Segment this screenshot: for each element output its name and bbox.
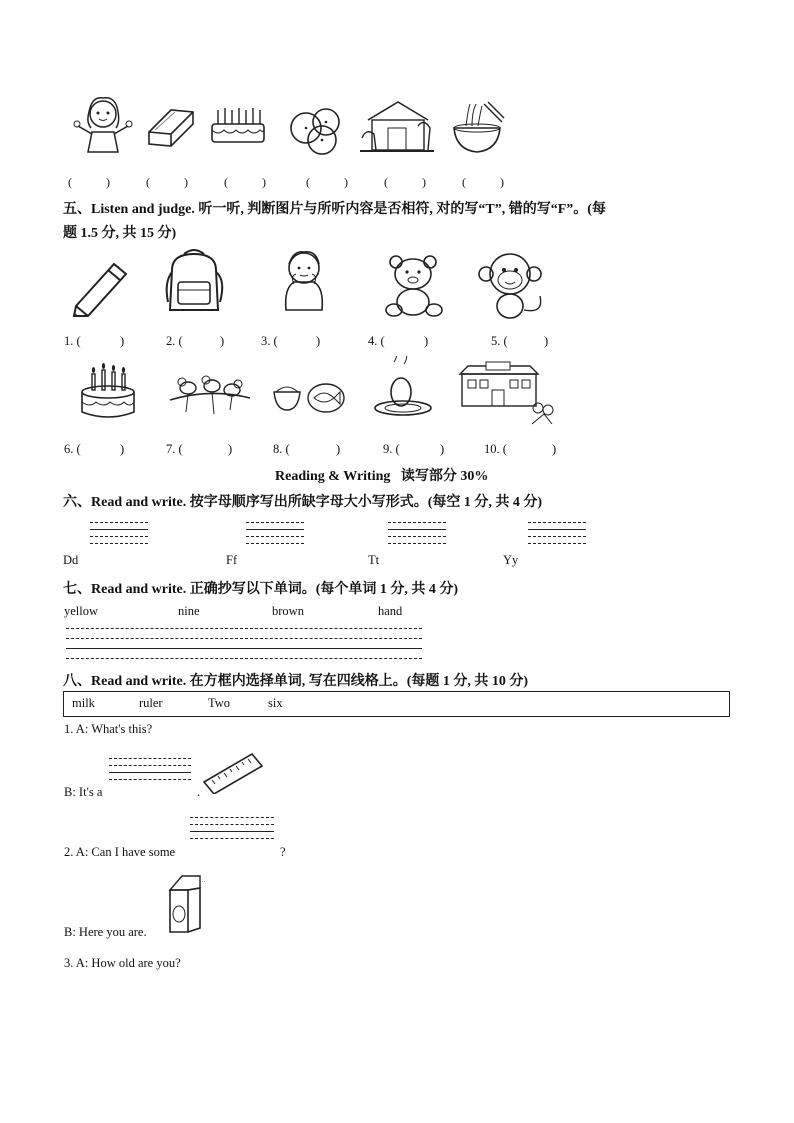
reading-writing-title: Reading & Writing 读写部分 30% [275, 469, 489, 484]
birds-picture [166, 360, 254, 420]
teddy-bear-picture [380, 252, 448, 320]
four-line-grid[interactable] [190, 817, 274, 845]
question-3a: 3. A: How old are you? [64, 956, 181, 970]
ruler-picture [202, 752, 264, 794]
four-line-grid[interactable] [388, 522, 446, 550]
paren-open: ( [306, 175, 310, 189]
answer-close: ) [120, 442, 125, 456]
answer-close: ) [220, 334, 225, 348]
section5-heading-line2: 题 1.5 分, 共 15 分) [63, 226, 177, 241]
question-1a: 1. A: What's this? [64, 722, 153, 736]
word-nine: nine [178, 604, 200, 618]
backpack-picture [160, 248, 230, 318]
zoo-picture [358, 98, 436, 156]
word-brown: brown [272, 604, 304, 618]
birthday-cake-picture [76, 362, 140, 424]
word-box [63, 691, 730, 717]
paren-close: ) [106, 175, 110, 189]
four-line-grid[interactable] [90, 522, 148, 550]
letter-ff: Ff [226, 553, 238, 567]
letter-dd: Dd [63, 553, 79, 567]
box-word-six: six [268, 696, 283, 710]
box-word-ruler: ruler [139, 696, 163, 710]
paren-close: ) [422, 175, 426, 189]
section8-heading: 八、Read and write. 在方框内选择单词, 写在四线格上。(每题 1 分, 共 10 分) [63, 674, 529, 689]
noodles-picture [448, 100, 506, 158]
paren-open: ( [224, 175, 228, 189]
monkey-picture [468, 248, 552, 322]
paren-open: ( [384, 175, 388, 189]
paren-close: ) [184, 175, 188, 189]
answer-close: ) [336, 442, 341, 456]
letter-yy: Yy [503, 553, 519, 567]
boy-picture [276, 246, 332, 318]
answer-close: ) [424, 334, 429, 348]
answer-label-8: 8. ( [273, 442, 290, 456]
cake-picture [208, 100, 268, 148]
four-line-grid[interactable] [528, 522, 586, 550]
answer-label-3: 3. ( [261, 334, 278, 348]
answer-close: ) [552, 442, 557, 456]
paren-open: ( [146, 175, 150, 189]
answer-label-1: 1. ( [64, 334, 81, 348]
answer-label-7: 7. ( [166, 442, 183, 456]
section5-heading-line1: 五、Listen and judge. 听一听, 判断图片与所听内容是否相符, 对的写“T”, 错的写“F”。(每 [63, 202, 606, 217]
paren-close: ) [262, 175, 266, 189]
svg-text:..: .. [202, 878, 205, 884]
rice-and-fish-picture [272, 372, 346, 418]
letter-tt: Tt [368, 553, 380, 567]
answer-close: ) [440, 442, 445, 456]
question-2a-end: ? [280, 845, 286, 859]
milk-carton-picture [162, 872, 210, 936]
answer-label-2: 2. ( [166, 334, 183, 348]
egg-picture [370, 356, 436, 418]
girl-picture [72, 92, 134, 160]
answer-label-9: 9. ( [383, 442, 400, 456]
word-hand: hand [378, 604, 403, 618]
pencil-picture [68, 256, 132, 318]
question-2b: B: Here you are. [64, 925, 147, 939]
question-1b: B: It's a [64, 785, 103, 799]
question-1b-end: . [197, 785, 201, 799]
eraser-picture [145, 102, 197, 148]
paren-open: ( [68, 175, 72, 189]
answer-close: ) [120, 334, 125, 348]
section6-heading: 六、Read and write. 按字母顺序写出所缺字母大小写形式。(每空 1 分, 共 4 分) [63, 495, 543, 510]
answer-close: ) [228, 442, 233, 456]
word-yellow: yellow [64, 604, 99, 618]
answer-close: ) [544, 334, 549, 348]
paren-open: ( [462, 175, 466, 189]
paren-close: ) [344, 175, 348, 189]
box-word-two: Two [208, 696, 231, 710]
answer-close: ) [316, 334, 321, 348]
oranges-picture [286, 104, 346, 156]
four-line-grid[interactable] [246, 522, 304, 550]
section7-heading: 七、Read and write. 正确抄写以下单词。(每个单词 1 分, 共 4 分) [63, 582, 459, 597]
question-2a: 2. A: Can I have some [64, 845, 176, 859]
answer-label-10: 10. ( [484, 442, 507, 456]
school-picture [458, 360, 554, 426]
answer-label-5: 5. ( [491, 334, 508, 348]
paren-close: ) [500, 175, 504, 189]
box-word-milk: milk [72, 696, 95, 710]
answer-label-6: 6. ( [64, 442, 81, 456]
answer-label-4: 4. ( [368, 334, 385, 348]
four-line-grid[interactable] [109, 758, 191, 786]
